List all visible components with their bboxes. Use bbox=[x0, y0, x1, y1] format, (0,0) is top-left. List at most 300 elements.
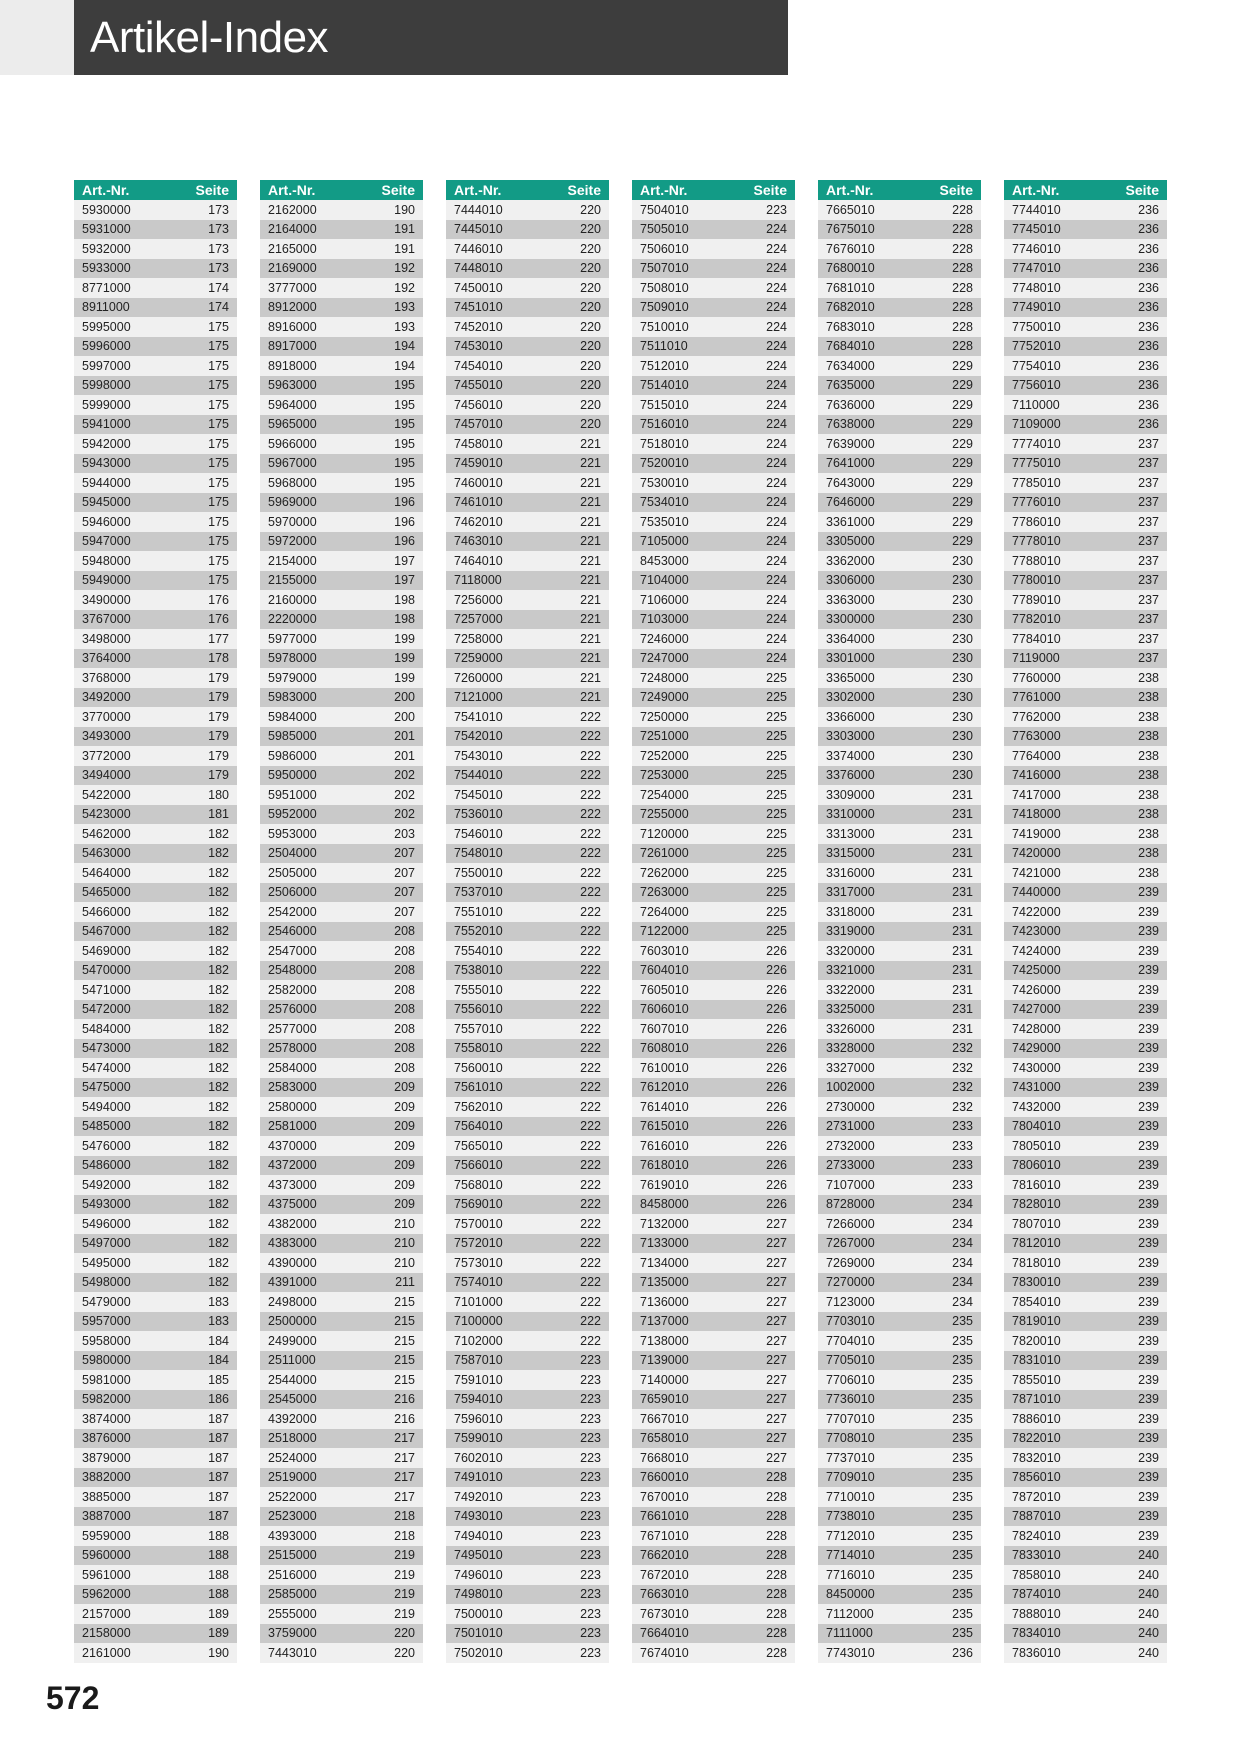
page-ref: 179 bbox=[208, 729, 229, 744]
article-number: 7672010 bbox=[640, 1567, 689, 1582]
page-ref: 221 bbox=[580, 631, 601, 646]
table-row bbox=[260, 1487, 423, 1507]
table-row bbox=[446, 863, 609, 883]
page-ref: 223 bbox=[580, 1431, 601, 1446]
article-number: 3885000 bbox=[82, 1489, 131, 1504]
article-number: 5960000 bbox=[82, 1548, 131, 1563]
article-number: 7706010 bbox=[826, 1372, 875, 1387]
page-ref: 239 bbox=[1138, 1528, 1159, 1543]
article-number: 3364000 bbox=[826, 631, 875, 646]
article-number: 7635000 bbox=[826, 378, 875, 393]
article-number: 5970000 bbox=[268, 514, 317, 529]
page-ref: 182 bbox=[208, 1021, 229, 1036]
table-row bbox=[1004, 473, 1167, 493]
article-number: 7538010 bbox=[454, 963, 503, 978]
table-row bbox=[74, 1409, 237, 1429]
table-row bbox=[446, 1546, 609, 1566]
article-number: 7424000 bbox=[1012, 943, 1061, 958]
article-number: 7501010 bbox=[454, 1626, 503, 1641]
table-row bbox=[74, 766, 237, 786]
article-number: 2730000 bbox=[826, 1099, 875, 1114]
table-row bbox=[632, 668, 795, 688]
table-row bbox=[446, 844, 609, 864]
article-number: 7561010 bbox=[454, 1080, 503, 1095]
page-ref: 228 bbox=[766, 1645, 787, 1660]
table-row bbox=[260, 1058, 423, 1078]
table-row bbox=[818, 1214, 981, 1234]
article-number: 3768000 bbox=[82, 670, 131, 685]
article-number: 7658010 bbox=[640, 1431, 689, 1446]
article-number: 8918000 bbox=[268, 358, 317, 373]
article-number: 5475000 bbox=[82, 1080, 131, 1095]
table-row bbox=[74, 532, 237, 552]
page-ref: 225 bbox=[766, 729, 787, 744]
table-row bbox=[74, 1585, 237, 1605]
table-row bbox=[260, 1175, 423, 1195]
table-row bbox=[632, 746, 795, 766]
page-ref: 236 bbox=[1138, 417, 1159, 432]
page-ref: 222 bbox=[580, 1333, 601, 1348]
page-ref: 182 bbox=[208, 904, 229, 919]
article-number: 7573010 bbox=[454, 1255, 503, 1270]
table-row bbox=[818, 1448, 981, 1468]
table-row bbox=[260, 1643, 423, 1663]
page-ref: 225 bbox=[766, 807, 787, 822]
table-row bbox=[818, 785, 981, 805]
table-row bbox=[818, 1429, 981, 1449]
table-row bbox=[260, 824, 423, 844]
page-ref: 218 bbox=[394, 1528, 415, 1543]
article-number: 7830010 bbox=[1012, 1275, 1061, 1290]
page-ref: 231 bbox=[952, 1002, 973, 1017]
page-ref: 226 bbox=[766, 1099, 787, 1114]
article-number: 7440000 bbox=[1012, 885, 1061, 900]
table-row bbox=[74, 590, 237, 610]
table-row bbox=[260, 317, 423, 337]
page-ref: 224 bbox=[766, 631, 787, 646]
page-ref: 202 bbox=[394, 768, 415, 783]
article-number: 5467000 bbox=[82, 924, 131, 939]
page-ref: 228 bbox=[766, 1587, 787, 1602]
table-row bbox=[446, 727, 609, 747]
article-number: 3498000 bbox=[82, 631, 131, 646]
page-ref: 209 bbox=[394, 1177, 415, 1192]
page-ref: 173 bbox=[208, 241, 229, 256]
page-ref: 182 bbox=[208, 924, 229, 939]
table-row bbox=[632, 1526, 795, 1546]
table-row bbox=[446, 1585, 609, 1605]
page-ref: 220 bbox=[580, 241, 601, 256]
article-number: 3319000 bbox=[826, 924, 875, 939]
page-ref: 175 bbox=[208, 534, 229, 549]
article-number: 3882000 bbox=[82, 1470, 131, 1485]
table-row bbox=[818, 1331, 981, 1351]
page-ref: 239 bbox=[1138, 1333, 1159, 1348]
table-row bbox=[446, 1117, 609, 1137]
page-ref: 239 bbox=[1138, 982, 1159, 997]
table-row bbox=[74, 1214, 237, 1234]
page-ref: 228 bbox=[766, 1489, 787, 1504]
table-row bbox=[446, 649, 609, 669]
table-row bbox=[260, 512, 423, 532]
article-number: 7109000 bbox=[1012, 417, 1061, 432]
table-row bbox=[632, 610, 795, 630]
table-row bbox=[632, 1565, 795, 1585]
article-number: 2220000 bbox=[268, 612, 317, 627]
table-row bbox=[446, 746, 609, 766]
article-number: 7422000 bbox=[1012, 904, 1061, 919]
table-row bbox=[446, 707, 609, 727]
page-ref: 223 bbox=[580, 1528, 601, 1543]
page-ref: 195 bbox=[394, 436, 415, 451]
page-ref: 198 bbox=[394, 612, 415, 627]
article-number: 3326000 bbox=[826, 1021, 875, 1036]
article-number: 3300000 bbox=[826, 612, 875, 627]
article-number: 5964000 bbox=[268, 397, 317, 412]
article-number: 7858010 bbox=[1012, 1567, 1061, 1582]
article-number: 3309000 bbox=[826, 787, 875, 802]
page-ref: 176 bbox=[208, 592, 229, 607]
article-number: 7828010 bbox=[1012, 1197, 1061, 1212]
page-ref: 228 bbox=[952, 222, 973, 237]
article-number: 5949000 bbox=[82, 573, 131, 588]
page-ref: 224 bbox=[766, 222, 787, 237]
article-number: 5469000 bbox=[82, 943, 131, 958]
page-ref: 240 bbox=[1138, 1548, 1159, 1563]
table-row bbox=[446, 356, 609, 376]
table-row bbox=[818, 1000, 981, 1020]
table-row bbox=[818, 1507, 981, 1527]
article-number: 7451010 bbox=[454, 300, 503, 315]
table-row bbox=[260, 1624, 423, 1644]
table-row bbox=[632, 1487, 795, 1507]
page-ref: 237 bbox=[1138, 631, 1159, 646]
page-ref: 199 bbox=[394, 631, 415, 646]
table-row bbox=[74, 922, 237, 942]
table-row bbox=[818, 1390, 981, 1410]
page-ref: 226 bbox=[766, 1021, 787, 1036]
page-ref: 225 bbox=[766, 846, 787, 861]
article-number: 7511010 bbox=[640, 339, 688, 354]
table-row bbox=[1004, 376, 1167, 396]
table-row bbox=[632, 649, 795, 669]
article-number: 7118000 bbox=[454, 573, 502, 588]
page-ref: 234 bbox=[952, 1216, 973, 1231]
page-ref: 196 bbox=[394, 495, 415, 510]
table-row bbox=[632, 863, 795, 883]
table-row bbox=[446, 1097, 609, 1117]
page-ref: 240 bbox=[1138, 1626, 1159, 1641]
table-row bbox=[260, 961, 423, 981]
article-number: 7492010 bbox=[454, 1489, 503, 1504]
page-ref: 179 bbox=[208, 690, 229, 705]
article-number: 7134000 bbox=[640, 1255, 689, 1270]
article-number: 2500000 bbox=[268, 1314, 317, 1329]
page-ref: 238 bbox=[1138, 709, 1159, 724]
table-row bbox=[260, 1019, 423, 1039]
article-number: 7246000 bbox=[640, 631, 689, 646]
article-number: 7110000 bbox=[1012, 397, 1060, 412]
article-number: 5998000 bbox=[82, 378, 131, 393]
article-number: 7665010 bbox=[826, 202, 875, 217]
page-ref: 222 bbox=[580, 1099, 601, 1114]
article-number: 7716010 bbox=[826, 1567, 875, 1582]
article-number: 7662010 bbox=[640, 1548, 689, 1563]
table-row bbox=[1004, 844, 1167, 864]
article-number: 7430000 bbox=[1012, 1060, 1061, 1075]
table-row bbox=[632, 766, 795, 786]
article-number: 7776010 bbox=[1012, 495, 1061, 510]
page-ref: 221 bbox=[580, 495, 601, 510]
table-row bbox=[632, 1429, 795, 1449]
article-number: 7548010 bbox=[454, 846, 503, 861]
table-row bbox=[74, 337, 237, 357]
article-number: 7833010 bbox=[1012, 1548, 1061, 1563]
table-row bbox=[818, 1078, 981, 1098]
article-number: 7544010 bbox=[454, 768, 503, 783]
article-number: 2506000 bbox=[268, 885, 317, 900]
article-number: 5485000 bbox=[82, 1119, 131, 1134]
page-ref: 217 bbox=[394, 1470, 415, 1485]
table-row bbox=[818, 1565, 981, 1585]
article-number: 7557010 bbox=[454, 1021, 503, 1036]
page-ref: 237 bbox=[1138, 553, 1159, 568]
article-number: 7570010 bbox=[454, 1216, 503, 1231]
table-row bbox=[1004, 1565, 1167, 1585]
table-row bbox=[74, 1195, 237, 1215]
page-ref: 235 bbox=[952, 1431, 973, 1446]
table-row bbox=[632, 824, 795, 844]
article-number: 7260000 bbox=[454, 670, 503, 685]
page-ref: 224 bbox=[766, 651, 787, 666]
article-number: 7710010 bbox=[826, 1489, 875, 1504]
table-row bbox=[632, 1507, 795, 1527]
page-ref: 187 bbox=[208, 1431, 229, 1446]
table-row bbox=[632, 1253, 795, 1273]
table-row bbox=[74, 571, 237, 591]
table-row bbox=[818, 1370, 981, 1390]
page-ref: 235 bbox=[952, 1470, 973, 1485]
table-row bbox=[818, 1312, 981, 1332]
page-ref: 230 bbox=[952, 592, 973, 607]
page-ref: 223 bbox=[580, 1392, 601, 1407]
table-row bbox=[74, 629, 237, 649]
article-number: 7596010 bbox=[454, 1411, 503, 1426]
page-ref: 236 bbox=[1138, 319, 1159, 334]
page-ref: 185 bbox=[208, 1372, 229, 1387]
table-row bbox=[74, 473, 237, 493]
page-ref: 237 bbox=[1138, 495, 1159, 510]
article-number: 7554010 bbox=[454, 943, 503, 958]
page-ref: 220 bbox=[580, 319, 601, 334]
page-ref: 224 bbox=[766, 261, 787, 276]
article-number: 5944000 bbox=[82, 475, 131, 490]
page-ref: 228 bbox=[766, 1548, 787, 1563]
table-row bbox=[818, 727, 981, 747]
article-number: 7681010 bbox=[826, 280, 875, 295]
article-number: 8916000 bbox=[268, 319, 317, 334]
page-ref: 231 bbox=[952, 924, 973, 939]
table-row bbox=[446, 785, 609, 805]
table-row bbox=[632, 1370, 795, 1390]
header-left-block bbox=[0, 0, 74, 75]
page-ref: 180 bbox=[208, 787, 229, 802]
table-row bbox=[74, 1468, 237, 1488]
table-row bbox=[818, 922, 981, 942]
article-number: 7818010 bbox=[1012, 1255, 1061, 1270]
table-row bbox=[818, 1643, 981, 1663]
art-nr-header: Art.-Nr. bbox=[640, 182, 688, 198]
page-ref: 223 bbox=[580, 1509, 601, 1524]
article-number: 7782010 bbox=[1012, 612, 1061, 627]
article-number: 5967000 bbox=[268, 456, 317, 471]
table-row bbox=[1004, 629, 1167, 649]
article-number: 7788010 bbox=[1012, 553, 1061, 568]
table-row bbox=[632, 376, 795, 396]
article-number: 7748010 bbox=[1012, 280, 1061, 295]
article-number: 7262000 bbox=[640, 865, 689, 880]
page-ref: 240 bbox=[1138, 1606, 1159, 1621]
page-ref: 182 bbox=[208, 1275, 229, 1290]
table-row bbox=[446, 1000, 609, 1020]
page-ref: 223 bbox=[580, 1626, 601, 1641]
art-nr-header: Art.-Nr. bbox=[454, 182, 502, 198]
page-ref: 239 bbox=[1138, 1099, 1159, 1114]
article-number: 7512010 bbox=[640, 358, 689, 373]
article-number: 3363000 bbox=[826, 592, 875, 607]
article-number: 3322000 bbox=[826, 982, 875, 997]
page-ref: 225 bbox=[766, 826, 787, 841]
table-row bbox=[632, 493, 795, 513]
table-row bbox=[260, 1097, 423, 1117]
article-number: 2158000 bbox=[82, 1626, 131, 1641]
page-ref: 225 bbox=[766, 768, 787, 783]
page-ref: 182 bbox=[208, 865, 229, 880]
article-number: 2162000 bbox=[268, 202, 317, 217]
page-ref: 236 bbox=[1138, 397, 1159, 412]
article-number: 3327000 bbox=[826, 1060, 875, 1075]
page-ref: 182 bbox=[208, 1080, 229, 1095]
table-row bbox=[260, 376, 423, 396]
page-ref: 224 bbox=[766, 300, 787, 315]
article-number: 7704010 bbox=[826, 1333, 875, 1348]
page-ref: 226 bbox=[766, 1158, 787, 1173]
table-row bbox=[632, 1409, 795, 1429]
table-row bbox=[632, 1351, 795, 1371]
article-number: 7775010 bbox=[1012, 456, 1061, 471]
table-row bbox=[74, 785, 237, 805]
article-number: 3764000 bbox=[82, 651, 131, 666]
table-row bbox=[818, 1175, 981, 1195]
page-ref: 195 bbox=[394, 456, 415, 471]
table-row bbox=[1004, 1156, 1167, 1176]
table-row bbox=[446, 805, 609, 825]
page-ref: 175 bbox=[208, 397, 229, 412]
article-number: 7267000 bbox=[826, 1236, 875, 1251]
article-number: 5422000 bbox=[82, 787, 131, 802]
table-row bbox=[818, 395, 981, 415]
page-ref: 235 bbox=[952, 1411, 973, 1426]
table-row bbox=[260, 941, 423, 961]
article-number: 3876000 bbox=[82, 1431, 131, 1446]
table-row bbox=[632, 278, 795, 298]
table-row bbox=[446, 454, 609, 474]
article-number: 7514010 bbox=[640, 378, 689, 393]
article-number: 2731000 bbox=[826, 1119, 875, 1134]
page-ref: 218 bbox=[394, 1509, 415, 1524]
table-row bbox=[1004, 1585, 1167, 1605]
article-number: 7417000 bbox=[1012, 787, 1061, 802]
page-ref: 194 bbox=[394, 358, 415, 373]
page-ref: 217 bbox=[394, 1431, 415, 1446]
article-number: 7824010 bbox=[1012, 1528, 1061, 1543]
page-ref: 231 bbox=[952, 963, 973, 978]
article-number: 3492000 bbox=[82, 690, 131, 705]
article-number: 3493000 bbox=[82, 729, 131, 744]
article-number: 7599010 bbox=[454, 1431, 503, 1446]
article-number: 3361000 bbox=[826, 514, 875, 529]
article-number: 7505010 bbox=[640, 222, 689, 237]
table-row bbox=[260, 337, 423, 357]
article-number: 2164000 bbox=[268, 222, 317, 237]
article-number: 7448010 bbox=[454, 261, 503, 276]
page-ref: 201 bbox=[394, 729, 415, 744]
article-number: 7562010 bbox=[454, 1099, 503, 1114]
article-number: 7608010 bbox=[640, 1041, 689, 1056]
seite-header: Seite bbox=[381, 182, 415, 198]
article-number: 5980000 bbox=[82, 1353, 131, 1368]
page-ref: 228 bbox=[952, 339, 973, 354]
article-number: 7111000 bbox=[826, 1626, 873, 1641]
table-row bbox=[260, 883, 423, 903]
article-number: 7248000 bbox=[640, 670, 689, 685]
table-row bbox=[446, 961, 609, 981]
article-number: 7254000 bbox=[640, 787, 689, 802]
article-number: 7500010 bbox=[454, 1606, 503, 1621]
table-row bbox=[1004, 454, 1167, 474]
page-ref: 182 bbox=[208, 1216, 229, 1231]
table-row bbox=[446, 1643, 609, 1663]
article-number: 5463000 bbox=[82, 846, 131, 861]
page-ref: 228 bbox=[766, 1470, 787, 1485]
article-number: 7670010 bbox=[640, 1489, 689, 1504]
table-row bbox=[74, 220, 237, 240]
article-number: 5471000 bbox=[82, 982, 131, 997]
page-ref: 195 bbox=[394, 378, 415, 393]
page-ref: 173 bbox=[208, 222, 229, 237]
article-number: 7247000 bbox=[640, 651, 689, 666]
page-ref: 224 bbox=[766, 553, 787, 568]
page-ref: 177 bbox=[208, 631, 229, 646]
page-ref: 237 bbox=[1138, 436, 1159, 451]
page-ref: 207 bbox=[394, 865, 415, 880]
page-ref: 239 bbox=[1138, 885, 1159, 900]
article-number: 7493010 bbox=[454, 1509, 503, 1524]
article-number: 7594010 bbox=[454, 1392, 503, 1407]
page-ref: 235 bbox=[952, 1372, 973, 1387]
article-number: 7140000 bbox=[640, 1372, 689, 1387]
article-number: 7556010 bbox=[454, 1002, 503, 1017]
table-row bbox=[260, 1370, 423, 1390]
table-row bbox=[818, 1019, 981, 1039]
table-row bbox=[260, 278, 423, 298]
article-number: 7107000 bbox=[826, 1177, 875, 1192]
column-header bbox=[818, 180, 981, 200]
page-ref: 222 bbox=[580, 1314, 601, 1329]
page-ref: 175 bbox=[208, 514, 229, 529]
article-number: 7674010 bbox=[640, 1645, 689, 1660]
table-row bbox=[818, 200, 981, 220]
